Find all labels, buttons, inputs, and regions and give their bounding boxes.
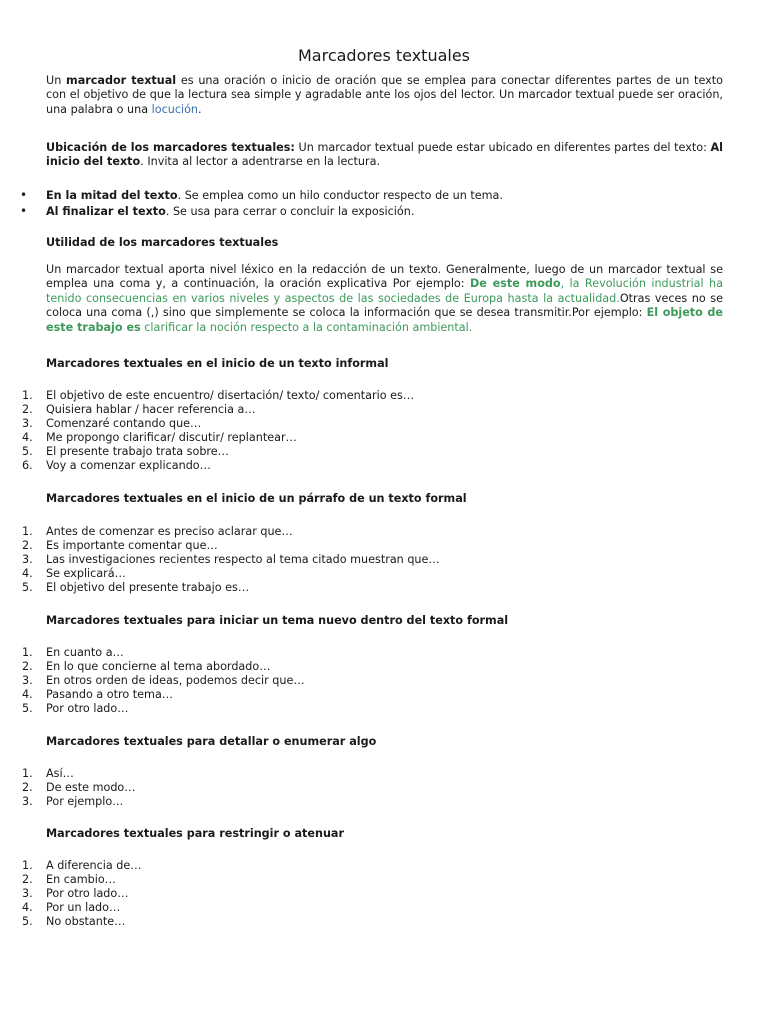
section-heading: Marcadores textuales para iniciar un tema nuevo dentro del texto formal	[46, 614, 509, 627]
list-item-text: De este modo…	[46, 781, 136, 795]
bullet-text: . Se emplea como un hilo conductor respecto de un tema.	[177, 189, 503, 202]
bullet-item	[0, 188, 503, 204]
example2-bold: El objeto de este trabajo es	[46, 306, 723, 334]
section-heading: Marcadores textuales en el inicio de un párrafo de un texto formal	[46, 492, 467, 505]
list-item	[0, 646, 305, 660]
intro-text: es una oración o inicio de oración que se emplea para conectar diferentes partes de un texto con el objetivo de que la lectura sea simple y agradable ante los ojos del lector. Un marcador textual puede ser oración, una palabra o una	[46, 74, 723, 116]
list-item-text: El presente trabajo trata sobre…	[46, 445, 229, 459]
utilidad-p2: Otras veces no se coloca una coma (,) sino que simplemente se coloca la información que se desea transmitir.Por ejemplo:	[46, 291, 723, 320]
list-number: 3.	[22, 553, 33, 567]
list-item	[0, 459, 414, 473]
list-item-text: Se explicará…	[46, 567, 126, 581]
list-item	[0, 887, 141, 901]
section-list	[0, 767, 135, 809]
list-item-text: El objetivo de este encuentro/ disertación/ texto/ comentario es…	[46, 389, 415, 402]
list-number: 1.	[22, 859, 33, 872]
list-item	[0, 581, 440, 595]
list-item-text: En otros orden de ideas, podemos decir que…	[46, 674, 305, 688]
list-number: 2.	[22, 403, 33, 417]
intro-term: marcador textual	[66, 74, 177, 87]
section-heading: Marcadores textuales para restringir o atenuar	[46, 827, 344, 840]
list-number: 2.	[22, 781, 33, 795]
list-item-text: En cambio…	[46, 873, 116, 887]
ubicacion-paragraph	[46, 141, 723, 170]
ubicacion-text: Un marcador textual puede estar ubicado en diferentes partes del texto:	[294, 141, 711, 154]
intro-end: .	[198, 102, 202, 116]
list-item	[0, 688, 305, 702]
list-item	[0, 553, 440, 567]
list-item-text: El objetivo del presente trabajo es…	[46, 581, 250, 595]
section-list	[0, 389, 414, 474]
list-number: 3.	[22, 417, 33, 431]
list-item-text: Pasando a otro tema…	[46, 688, 173, 702]
list-item	[0, 539, 440, 553]
list-item	[0, 674, 305, 688]
list-item-text: No obstante…	[46, 915, 126, 929]
ubicacion-bullet-list	[0, 188, 503, 219]
list-number: 4.	[22, 901, 33, 915]
section-list	[0, 859, 141, 929]
list-number: 3.	[22, 674, 33, 688]
example2-text: clarificar la noción respecto a la contaminación ambiental.	[140, 320, 473, 334]
list-item	[0, 389, 414, 403]
list-number: 1.	[22, 646, 33, 659]
list-number: 2.	[22, 873, 33, 887]
list-item	[0, 403, 414, 417]
list-item-text: Antes de comenzar es preciso aclarar que…	[46, 525, 293, 538]
list-item-text: Por otro lado…	[46, 887, 129, 901]
list-number: 1.	[22, 767, 33, 780]
list-item	[0, 859, 141, 873]
intro-lead: Un	[46, 74, 67, 87]
list-number: 2.	[22, 660, 33, 674]
list-number: 5.	[22, 915, 33, 929]
example1-text: , la Revolución industrial ha tenido consecuencias en varios niveles y aspectos de las sociedades de Europa hasta la actualidad.	[46, 277, 724, 305]
ubicacion-label: Ubicación de los marcadores textuales:	[46, 141, 295, 154]
list-item-text: Así…	[46, 767, 74, 780]
section-heading: Marcadores textuales en el inicio de un texto informal	[46, 357, 389, 370]
utilidad-p1: Un marcador textual aporta nivel léxico en la redacción de un texto. Generalmente, luego de un marcador textual se emplea una coma y, a continuación, la oración explicativa Por ejemplo:	[46, 263, 723, 291]
list-number: 5.	[22, 581, 33, 595]
bullet-text: . Se usa para cerrar o concluir la exposición.	[165, 204, 415, 218]
bullet-bold: En la mitad del texto	[46, 189, 178, 202]
section-heading: Marcadores textuales para detallar o enumerar algo	[46, 735, 377, 748]
section-list	[0, 525, 440, 595]
list-item-text: Por otro lado…	[46, 702, 129, 716]
list-item	[0, 445, 414, 459]
bullet-bold: Al finalizar el texto	[46, 204, 166, 218]
list-item	[0, 901, 141, 915]
bullet-item	[0, 204, 503, 220]
list-item	[0, 767, 135, 781]
list-item-text: A diferencia de…	[46, 859, 142, 872]
list-number: 1.	[22, 525, 33, 538]
list-item	[0, 431, 414, 445]
list-number: 3.	[22, 795, 33, 809]
list-item	[0, 915, 141, 929]
list-number: 1.	[22, 389, 33, 402]
intro-paragraph	[46, 74, 723, 117]
list-number: 6.	[22, 459, 33, 473]
list-number: 5.	[22, 445, 33, 459]
list-item	[0, 795, 135, 809]
list-number: 4.	[22, 688, 33, 702]
list-item-text: En lo que concierne al tema abordado…	[46, 660, 271, 674]
bullet-icon: •	[20, 188, 28, 202]
list-item-text: Comenzaré contando que…	[46, 417, 202, 431]
list-item	[0, 702, 305, 716]
list-item-text: Por ejemplo…	[46, 795, 124, 809]
example1-bold: De este modo	[469, 277, 561, 291]
list-number: 4.	[22, 567, 33, 581]
list-item	[0, 417, 414, 431]
list-item	[0, 567, 440, 581]
utilidad-paragraph	[46, 263, 723, 335]
locucion-link[interactable]: locución	[151, 102, 199, 116]
list-number: 3.	[22, 887, 33, 901]
list-number: 5.	[22, 702, 33, 716]
ubicacion-bold: Al inicio del texto	[46, 141, 723, 169]
list-item-text: Me propongo clarificar/ discutir/ replantear…	[46, 431, 297, 445]
section-list	[0, 646, 305, 716]
list-item	[0, 873, 141, 887]
list-item-text: En cuanto a…	[46, 646, 124, 659]
list-item	[0, 525, 440, 539]
list-item-text: Quisiera hablar / hacer referencia a…	[46, 403, 256, 417]
list-item-text: Las investigaciones recientes respecto al tema citado muestran que…	[46, 553, 440, 567]
list-item-text: Es importante comentar que…	[46, 539, 218, 553]
utilidad-heading: Utilidad de los marcadores textuales	[46, 236, 279, 249]
list-number: 4.	[22, 431, 33, 445]
list-item	[0, 781, 135, 795]
page-title: Marcadores textuales	[297, 46, 471, 65]
bullet-icon: •	[20, 203, 28, 218]
ubicacion-end: . Invita al lector a adentrarse en la lectura.	[140, 155, 381, 169]
list-number: 2.	[22, 539, 33, 553]
list-item-text: Por un lado…	[46, 901, 121, 915]
list-item	[0, 660, 305, 674]
list-item-text: Voy a comenzar explicando…	[46, 459, 211, 473]
